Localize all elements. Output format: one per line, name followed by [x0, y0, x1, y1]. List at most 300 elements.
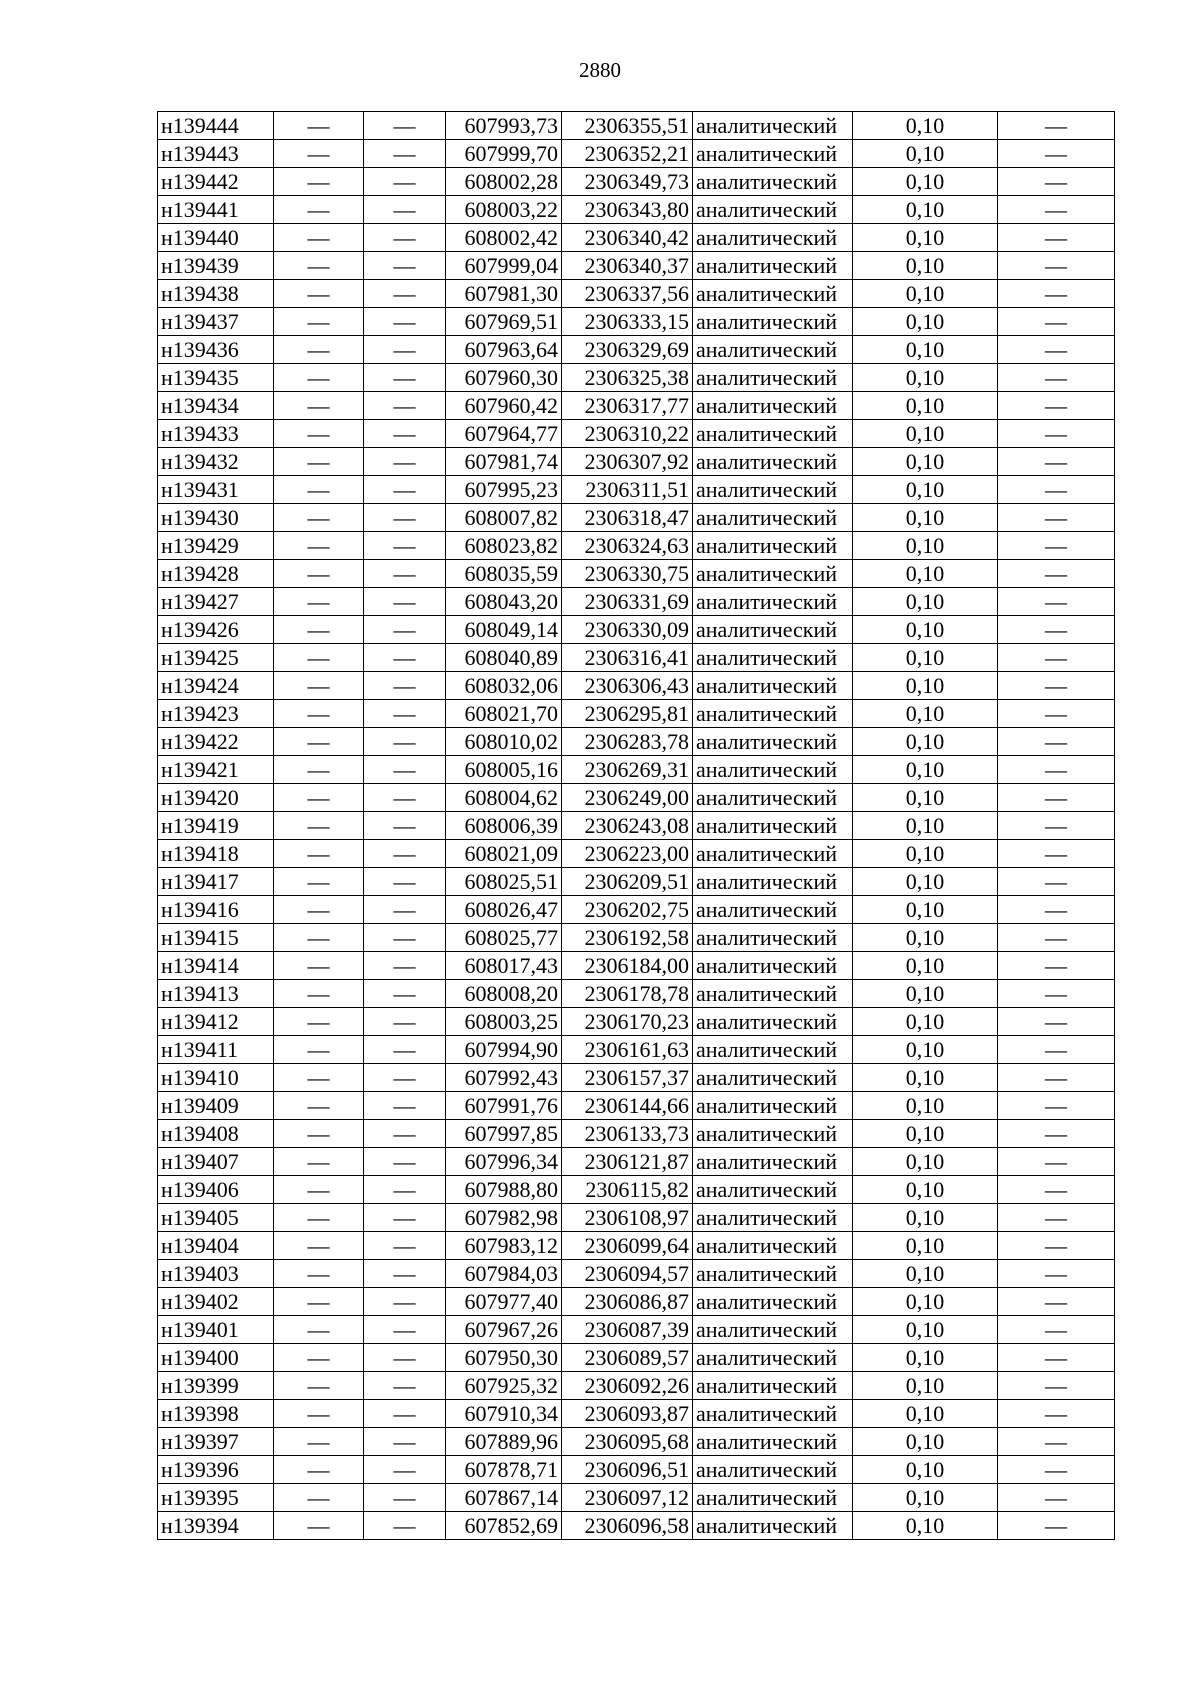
y-coordinate-cell: 2306349,73	[562, 168, 693, 196]
empty-dash-cell: —	[364, 616, 446, 644]
method-cell: аналитический	[693, 280, 853, 308]
empty-dash-cell: —	[998, 420, 1115, 448]
method-cell: аналитический	[693, 588, 853, 616]
empty-dash-cell: —	[274, 700, 364, 728]
accuracy-cell: 0,10	[853, 280, 998, 308]
method-cell: аналитический	[693, 1344, 853, 1372]
empty-dash-cell: —	[364, 504, 446, 532]
method-cell: аналитический	[693, 952, 853, 980]
empty-dash-cell: —	[364, 952, 446, 980]
y-coordinate-cell: 2306340,37	[562, 252, 693, 280]
accuracy-cell: 0,10	[853, 504, 998, 532]
empty-dash-cell: —	[998, 392, 1115, 420]
table-row	[158, 140, 1115, 168]
accuracy-cell: 0,10	[853, 1456, 998, 1484]
table-row	[158, 616, 1115, 644]
empty-dash-cell: —	[274, 308, 364, 336]
point-id-cell: н139412	[158, 1008, 274, 1036]
x-coordinate-cell: 607950,30	[446, 1344, 562, 1372]
empty-dash-cell: —	[364, 812, 446, 840]
table-row	[158, 1092, 1115, 1120]
y-coordinate-cell: 2306337,56	[562, 280, 693, 308]
point-id-cell: н139395	[158, 1484, 274, 1512]
empty-dash-cell: —	[274, 728, 364, 756]
empty-dash-cell: —	[274, 140, 364, 168]
empty-dash-cell: —	[274, 812, 364, 840]
x-coordinate-cell: 607964,77	[446, 420, 562, 448]
table-row	[158, 980, 1115, 1008]
table-row	[158, 280, 1115, 308]
method-cell: аналитический	[693, 476, 853, 504]
method-cell: аналитический	[693, 1456, 853, 1484]
accuracy-cell: 0,10	[853, 1344, 998, 1372]
empty-dash-cell: —	[364, 1008, 446, 1036]
empty-dash-cell: —	[364, 1456, 446, 1484]
empty-dash-cell: —	[274, 1204, 364, 1232]
x-coordinate-cell: 608040,89	[446, 644, 562, 672]
point-id-cell: н139423	[158, 700, 274, 728]
empty-dash-cell: —	[364, 700, 446, 728]
empty-dash-cell: —	[364, 1064, 446, 1092]
accuracy-cell: 0,10	[853, 1260, 998, 1288]
table-row	[158, 1288, 1115, 1316]
table-row	[158, 168, 1115, 196]
method-cell: аналитический	[693, 700, 853, 728]
y-coordinate-cell: 2306317,77	[562, 392, 693, 420]
point-id-cell: н139405	[158, 1204, 274, 1232]
y-coordinate-cell: 2306184,00	[562, 952, 693, 980]
table-row	[158, 1176, 1115, 1204]
method-cell: аналитический	[693, 1260, 853, 1288]
y-coordinate-cell: 2306099,64	[562, 1232, 693, 1260]
method-cell: аналитический	[693, 644, 853, 672]
method-cell: аналитический	[693, 532, 853, 560]
empty-dash-cell: —	[364, 168, 446, 196]
page-number: 2880	[579, 58, 621, 82]
method-cell: аналитический	[693, 1008, 853, 1036]
point-id-cell: н139407	[158, 1148, 274, 1176]
y-coordinate-cell: 2306170,23	[562, 1008, 693, 1036]
accuracy-cell: 0,10	[853, 336, 998, 364]
empty-dash-cell: —	[998, 252, 1115, 280]
accuracy-cell: 0,10	[853, 112, 998, 140]
y-coordinate-cell: 2306133,73	[562, 1120, 693, 1148]
accuracy-cell: 0,10	[853, 1400, 998, 1428]
point-id-cell: н139408	[158, 1120, 274, 1148]
x-coordinate-cell: 607997,85	[446, 1120, 562, 1148]
table-row	[158, 252, 1115, 280]
empty-dash-cell: —	[274, 756, 364, 784]
y-coordinate-cell: 2306144,66	[562, 1092, 693, 1120]
empty-dash-cell: —	[274, 588, 364, 616]
method-cell: аналитический	[693, 1512, 853, 1540]
method-cell: аналитический	[693, 616, 853, 644]
empty-dash-cell: —	[274, 840, 364, 868]
table-row	[158, 1064, 1115, 1092]
point-id-cell: н139425	[158, 644, 274, 672]
accuracy-cell: 0,10	[853, 700, 998, 728]
empty-dash-cell: —	[998, 728, 1115, 756]
empty-dash-cell: —	[364, 476, 446, 504]
accuracy-cell: 0,10	[853, 1232, 998, 1260]
y-coordinate-cell: 2306283,78	[562, 728, 693, 756]
point-id-cell: н139411	[158, 1036, 274, 1064]
accuracy-cell: 0,10	[853, 728, 998, 756]
empty-dash-cell: —	[364, 420, 446, 448]
empty-dash-cell: —	[364, 588, 446, 616]
empty-dash-cell: —	[274, 1428, 364, 1456]
accuracy-cell: 0,10	[853, 252, 998, 280]
empty-dash-cell: —	[274, 1400, 364, 1428]
y-coordinate-cell: 2306325,38	[562, 364, 693, 392]
method-cell: аналитический	[693, 868, 853, 896]
empty-dash-cell: —	[274, 364, 364, 392]
method-cell: аналитический	[693, 756, 853, 784]
x-coordinate-cell: 607999,04	[446, 252, 562, 280]
empty-dash-cell: —	[998, 168, 1115, 196]
point-id-cell: н139439	[158, 252, 274, 280]
x-coordinate-cell: 607993,73	[446, 112, 562, 140]
x-coordinate-cell: 608010,02	[446, 728, 562, 756]
empty-dash-cell: —	[364, 1428, 446, 1456]
y-coordinate-cell: 2306121,87	[562, 1148, 693, 1176]
method-cell: аналитический	[693, 392, 853, 420]
method-cell: аналитический	[693, 924, 853, 952]
empty-dash-cell: —	[998, 1372, 1115, 1400]
method-cell: аналитический	[693, 420, 853, 448]
accuracy-cell: 0,10	[853, 1064, 998, 1092]
method-cell: аналитический	[693, 1232, 853, 1260]
empty-dash-cell: —	[274, 1316, 364, 1344]
point-id-cell: н139430	[158, 504, 274, 532]
method-cell: аналитический	[693, 1204, 853, 1232]
x-coordinate-cell: 608017,43	[446, 952, 562, 980]
method-cell: аналитический	[693, 1176, 853, 1204]
point-id-cell: н139426	[158, 616, 274, 644]
table-row	[158, 1260, 1115, 1288]
table-row	[158, 392, 1115, 420]
empty-dash-cell: —	[364, 924, 446, 952]
method-cell: аналитический	[693, 1316, 853, 1344]
accuracy-cell: 0,10	[853, 196, 998, 224]
point-id-cell: н139420	[158, 784, 274, 812]
empty-dash-cell: —	[998, 196, 1115, 224]
empty-dash-cell: —	[998, 1064, 1115, 1092]
empty-dash-cell: —	[274, 1008, 364, 1036]
empty-dash-cell: —	[998, 560, 1115, 588]
y-coordinate-cell: 2306355,51	[562, 112, 693, 140]
x-coordinate-cell: 607995,23	[446, 476, 562, 504]
method-cell: аналитический	[693, 308, 853, 336]
accuracy-cell: 0,10	[853, 392, 998, 420]
point-id-cell: н139427	[158, 588, 274, 616]
table-row	[158, 532, 1115, 560]
empty-dash-cell: —	[274, 1092, 364, 1120]
accuracy-cell: 0,10	[853, 532, 998, 560]
empty-dash-cell: —	[274, 336, 364, 364]
empty-dash-cell: —	[364, 1148, 446, 1176]
y-coordinate-cell: 2306094,57	[562, 1260, 693, 1288]
y-coordinate-cell: 2306307,92	[562, 448, 693, 476]
empty-dash-cell: —	[274, 952, 364, 980]
empty-dash-cell: —	[998, 224, 1115, 252]
empty-dash-cell: —	[998, 1204, 1115, 1232]
y-coordinate-cell: 2306161,63	[562, 1036, 693, 1064]
y-coordinate-cell: 2306108,97	[562, 1204, 693, 1232]
x-coordinate-cell: 608002,28	[446, 168, 562, 196]
empty-dash-cell: —	[998, 588, 1115, 616]
method-cell: аналитический	[693, 140, 853, 168]
empty-dash-cell: —	[364, 1484, 446, 1512]
x-coordinate-cell: 607981,74	[446, 448, 562, 476]
method-cell: аналитический	[693, 1064, 853, 1092]
empty-dash-cell: —	[998, 336, 1115, 364]
accuracy-cell: 0,10	[853, 1484, 998, 1512]
table-row	[158, 1512, 1115, 1540]
accuracy-cell: 0,10	[853, 868, 998, 896]
empty-dash-cell: —	[364, 1344, 446, 1372]
accuracy-cell: 0,10	[853, 1204, 998, 1232]
empty-dash-cell: —	[274, 1512, 364, 1540]
accuracy-cell: 0,10	[853, 308, 998, 336]
accuracy-cell: 0,10	[853, 560, 998, 588]
y-coordinate-cell: 2306093,87	[562, 1400, 693, 1428]
method-cell: аналитический	[693, 224, 853, 252]
y-coordinate-cell: 2306192,58	[562, 924, 693, 952]
empty-dash-cell: —	[274, 280, 364, 308]
method-cell: аналитический	[693, 1428, 853, 1456]
table-row	[158, 1316, 1115, 1344]
empty-dash-cell: —	[364, 1288, 446, 1316]
x-coordinate-cell: 608003,22	[446, 196, 562, 224]
y-coordinate-cell: 2306097,12	[562, 1484, 693, 1512]
y-coordinate-cell: 2306096,58	[562, 1512, 693, 1540]
empty-dash-cell: —	[364, 252, 446, 280]
table-row	[158, 840, 1115, 868]
method-cell: аналитический	[693, 728, 853, 756]
table-row	[158, 896, 1115, 924]
empty-dash-cell: —	[364, 196, 446, 224]
empty-dash-cell: —	[998, 1148, 1115, 1176]
y-coordinate-cell: 2306157,37	[562, 1064, 693, 1092]
accuracy-cell: 0,10	[853, 1428, 998, 1456]
empty-dash-cell: —	[364, 672, 446, 700]
x-coordinate-cell: 608032,06	[446, 672, 562, 700]
empty-dash-cell: —	[998, 1008, 1115, 1036]
empty-dash-cell: —	[998, 1344, 1115, 1372]
point-id-cell: н139409	[158, 1092, 274, 1120]
table-row	[158, 784, 1115, 812]
x-coordinate-cell: 607982,98	[446, 1204, 562, 1232]
empty-dash-cell: —	[364, 896, 446, 924]
empty-dash-cell: —	[998, 1036, 1115, 1064]
empty-dash-cell: —	[274, 504, 364, 532]
empty-dash-cell: —	[274, 224, 364, 252]
accuracy-cell: 0,10	[853, 756, 998, 784]
y-coordinate-cell: 2306330,09	[562, 616, 693, 644]
x-coordinate-cell: 608003,25	[446, 1008, 562, 1036]
method-cell: аналитический	[693, 364, 853, 392]
empty-dash-cell: —	[364, 1036, 446, 1064]
x-coordinate-cell: 607878,71	[446, 1456, 562, 1484]
y-coordinate-cell: 2306202,75	[562, 896, 693, 924]
empty-dash-cell: —	[274, 112, 364, 140]
x-coordinate-cell: 608043,20	[446, 588, 562, 616]
empty-dash-cell: —	[998, 140, 1115, 168]
x-coordinate-cell: 607867,14	[446, 1484, 562, 1512]
point-id-cell: н139418	[158, 840, 274, 868]
empty-dash-cell: —	[274, 644, 364, 672]
empty-dash-cell: —	[364, 448, 446, 476]
point-id-cell: н139422	[158, 728, 274, 756]
point-id-cell: н139415	[158, 924, 274, 952]
x-coordinate-cell: 607981,30	[446, 280, 562, 308]
accuracy-cell: 0,10	[853, 420, 998, 448]
empty-dash-cell: —	[998, 952, 1115, 980]
table-row	[158, 112, 1115, 140]
y-coordinate-cell: 2306333,15	[562, 308, 693, 336]
empty-dash-cell: —	[998, 812, 1115, 840]
x-coordinate-cell: 608008,20	[446, 980, 562, 1008]
point-id-cell: н139429	[158, 532, 274, 560]
x-coordinate-cell: 608021,70	[446, 700, 562, 728]
point-id-cell: н139404	[158, 1232, 274, 1260]
coordinates-table	[157, 111, 1115, 1540]
x-coordinate-cell: 608023,82	[446, 532, 562, 560]
empty-dash-cell: —	[364, 1232, 446, 1260]
method-cell: аналитический	[693, 1092, 853, 1120]
accuracy-cell: 0,10	[853, 1148, 998, 1176]
accuracy-cell: 0,10	[853, 644, 998, 672]
empty-dash-cell: —	[364, 1316, 446, 1344]
table-row	[158, 1428, 1115, 1456]
empty-dash-cell: —	[364, 784, 446, 812]
x-coordinate-cell: 608026,47	[446, 896, 562, 924]
x-coordinate-cell: 608002,42	[446, 224, 562, 252]
empty-dash-cell: —	[364, 560, 446, 588]
empty-dash-cell: —	[274, 532, 364, 560]
empty-dash-cell: —	[998, 504, 1115, 532]
y-coordinate-cell: 2306095,68	[562, 1428, 693, 1456]
y-coordinate-cell: 2306115,82	[562, 1176, 693, 1204]
x-coordinate-cell: 607999,70	[446, 140, 562, 168]
point-id-cell: н139434	[158, 392, 274, 420]
point-id-cell: н139432	[158, 448, 274, 476]
accuracy-cell: 0,10	[853, 588, 998, 616]
empty-dash-cell: —	[274, 1148, 364, 1176]
x-coordinate-cell: 607963,64	[446, 336, 562, 364]
empty-dash-cell: —	[998, 1232, 1115, 1260]
empty-dash-cell: —	[998, 1484, 1115, 1512]
empty-dash-cell: —	[364, 364, 446, 392]
accuracy-cell: 0,10	[853, 616, 998, 644]
table-row	[158, 868, 1115, 896]
y-coordinate-cell: 2306316,41	[562, 644, 693, 672]
accuracy-cell: 0,10	[853, 1120, 998, 1148]
accuracy-cell: 0,10	[853, 1512, 998, 1540]
empty-dash-cell: —	[998, 784, 1115, 812]
empty-dash-cell: —	[998, 1288, 1115, 1316]
empty-dash-cell: —	[274, 1456, 364, 1484]
empty-dash-cell: —	[364, 1372, 446, 1400]
x-coordinate-cell: 607969,51	[446, 308, 562, 336]
table-row	[158, 812, 1115, 840]
x-coordinate-cell: 607960,42	[446, 392, 562, 420]
x-coordinate-cell: 608025,77	[446, 924, 562, 952]
y-coordinate-cell: 2306096,51	[562, 1456, 693, 1484]
y-coordinate-cell: 2306087,39	[562, 1316, 693, 1344]
y-coordinate-cell: 2306324,63	[562, 532, 693, 560]
empty-dash-cell: —	[998, 1316, 1115, 1344]
method-cell: аналитический	[693, 1484, 853, 1512]
method-cell: аналитический	[693, 1372, 853, 1400]
empty-dash-cell: —	[998, 1092, 1115, 1120]
empty-dash-cell: —	[274, 896, 364, 924]
empty-dash-cell: —	[364, 1120, 446, 1148]
empty-dash-cell: —	[274, 1344, 364, 1372]
y-coordinate-cell: 2306329,69	[562, 336, 693, 364]
point-id-cell: н139413	[158, 980, 274, 1008]
empty-dash-cell: —	[274, 448, 364, 476]
x-coordinate-cell: 607960,30	[446, 364, 562, 392]
y-coordinate-cell: 2306209,51	[562, 868, 693, 896]
point-id-cell: н139438	[158, 280, 274, 308]
point-id-cell: н139428	[158, 560, 274, 588]
table-row	[158, 364, 1115, 392]
x-coordinate-cell: 607889,96	[446, 1428, 562, 1456]
empty-dash-cell: —	[998, 616, 1115, 644]
method-cell: аналитический	[693, 1120, 853, 1148]
x-coordinate-cell: 607984,03	[446, 1260, 562, 1288]
empty-dash-cell: —	[998, 1400, 1115, 1428]
table-row	[158, 1204, 1115, 1232]
point-id-cell: н139399	[158, 1372, 274, 1400]
x-coordinate-cell: 607996,34	[446, 1148, 562, 1176]
empty-dash-cell: —	[274, 1036, 364, 1064]
empty-dash-cell: —	[998, 980, 1115, 1008]
empty-dash-cell: —	[274, 868, 364, 896]
table-row	[158, 952, 1115, 980]
point-id-cell: н139443	[158, 140, 274, 168]
x-coordinate-cell: 607983,12	[446, 1232, 562, 1260]
table-row	[158, 1008, 1115, 1036]
accuracy-cell: 0,10	[853, 1176, 998, 1204]
method-cell: аналитический	[693, 168, 853, 196]
method-cell: аналитический	[693, 1148, 853, 1176]
y-coordinate-cell: 2306340,42	[562, 224, 693, 252]
table-row	[158, 644, 1115, 672]
table-row	[158, 308, 1115, 336]
point-id-cell: н139421	[158, 756, 274, 784]
method-cell: аналитический	[693, 448, 853, 476]
empty-dash-cell: —	[998, 448, 1115, 476]
empty-dash-cell: —	[364, 756, 446, 784]
empty-dash-cell: —	[364, 392, 446, 420]
empty-dash-cell: —	[998, 672, 1115, 700]
x-coordinate-cell: 607925,32	[446, 1372, 562, 1400]
y-coordinate-cell: 2306295,81	[562, 700, 693, 728]
point-id-cell: н139419	[158, 812, 274, 840]
accuracy-cell: 0,10	[853, 140, 998, 168]
empty-dash-cell: —	[998, 840, 1115, 868]
x-coordinate-cell: 608049,14	[446, 616, 562, 644]
empty-dash-cell: —	[364, 308, 446, 336]
empty-dash-cell: —	[364, 644, 446, 672]
empty-dash-cell: —	[364, 336, 446, 364]
empty-dash-cell: —	[364, 1176, 446, 1204]
empty-dash-cell: —	[364, 112, 446, 140]
coordinates-table-body	[158, 112, 1115, 1540]
